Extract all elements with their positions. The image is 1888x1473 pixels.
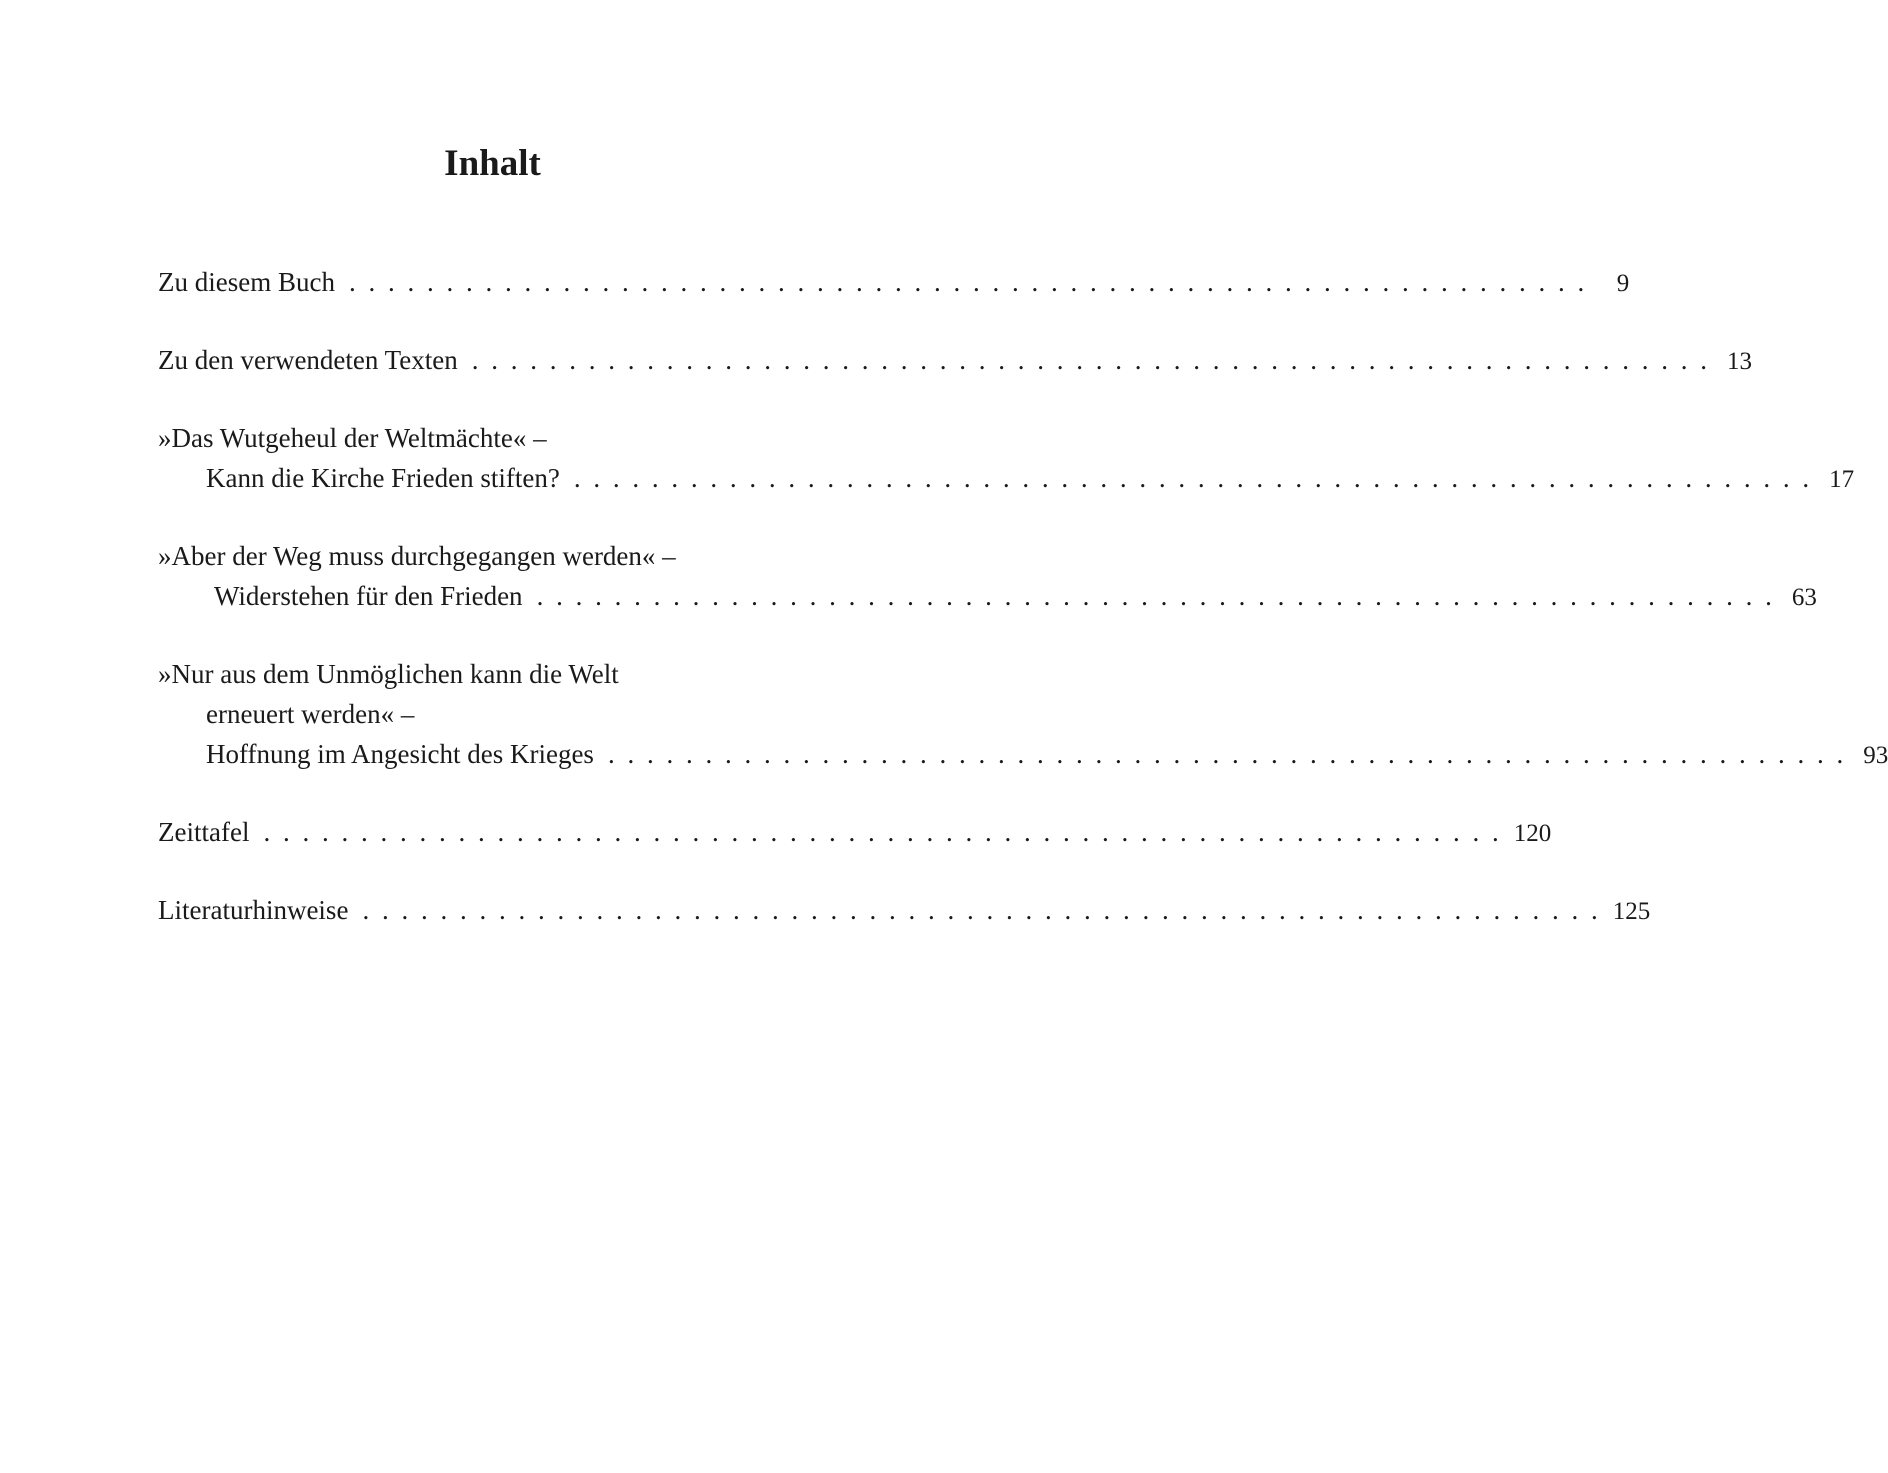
toc-entry[interactable] bbox=[158, 536, 1817, 618]
dot-leader: . . . . . . . . . . . . . . . . . . . . . . . . . . . . . . . . . . . . . . . . . . . . . . . . . . . . . . . . . . . . . . . . bbox=[362, 895, 1601, 925]
toc-page-number: 13 bbox=[1727, 348, 1752, 375]
toc-entry[interactable] bbox=[158, 812, 1552, 854]
toc-line bbox=[158, 340, 1752, 382]
toc-entry-title: Literaturhinweise bbox=[158, 895, 349, 925]
toc-page-number: 93 bbox=[1863, 742, 1888, 769]
toc-line bbox=[158, 734, 1888, 776]
toc-page-number: 125 bbox=[1612, 898, 1651, 925]
dot-leader: . . . . . . . . . . . . . . . . . . . . . . . . . . . . . . . . . . . . . . . . . . . . . . . . . . . . . . . . . . . . . . . . bbox=[348, 267, 1588, 297]
toc-entry[interactable] bbox=[158, 418, 1855, 500]
toc-entry-subtitle: Kann die Kirche Frieden stiften? bbox=[206, 463, 560, 493]
toc-entry-title: Zu diesem Buch bbox=[158, 267, 335, 297]
toc-entry[interactable] bbox=[158, 262, 1630, 304]
toc-entry[interactable] bbox=[158, 654, 1888, 776]
dot-leader: . . . . . . . . . . . . . . . . . . . . . . . . . . . . . . . . . . . . . . . . . . . . . . . . . . . . . . . . . . . . . . . . bbox=[573, 463, 1813, 493]
toc-page-number: 120 bbox=[1513, 820, 1552, 847]
toc-entry-title: »Das Wutgeheul der Weltmächte« – bbox=[158, 423, 547, 453]
toc-page-number: 9 bbox=[1616, 270, 1630, 297]
toc-line bbox=[158, 694, 828, 734]
dot-leader: . . . . . . . . . . . . . . . . . . . . . . . . . . . . . . . . . . . . . . . . . . . . . . . . . . . . . . . . . . . . . . . . bbox=[263, 817, 1502, 847]
dot-leader: . . . . . . . . . . . . . . . . . . . . . . . . . . . . . . . . . . . . . . . . . . . . . . . . . . . . . . . . . . . . . . . . bbox=[607, 739, 1847, 769]
toc-page-number: 63 bbox=[1791, 584, 1817, 611]
toc-line bbox=[158, 458, 1855, 500]
toc-entry-title-continued: erneuert werden« – bbox=[206, 699, 415, 729]
toc-line bbox=[158, 536, 828, 576]
toc-entry-title: »Nur aus dem Unmöglichen kann die Welt bbox=[158, 659, 619, 689]
toc-line bbox=[158, 812, 1552, 854]
toc-entry-subtitle: Hoffnung im Angesicht des Krieges bbox=[206, 739, 594, 769]
page-title: Inhalt bbox=[444, 143, 541, 184]
toc-line bbox=[158, 418, 828, 458]
toc-line bbox=[158, 654, 828, 694]
toc-line bbox=[158, 890, 1651, 932]
toc-line bbox=[158, 262, 1630, 304]
toc-entry-title: »Aber der Weg muss durchgegangen werden« – bbox=[158, 541, 676, 571]
toc-entry[interactable] bbox=[158, 340, 1752, 382]
dot-leader: . . . . . . . . . . . . . . . . . . . . . . . . . . . . . . . . . . . . . . . . . . . . . . . . . . . . . . . . . . . . . . . . bbox=[536, 581, 1775, 611]
toc-entry-title: Zu den verwendeten Texten bbox=[158, 345, 458, 375]
toc-line bbox=[158, 576, 1817, 618]
toc-entry-title: Zeittafel bbox=[158, 817, 250, 847]
toc-entry[interactable] bbox=[158, 890, 1651, 932]
toc-page-number: 17 bbox=[1829, 466, 1855, 493]
toc-entry-subtitle: Widerstehen für den Frieden bbox=[214, 581, 523, 611]
table-of-contents bbox=[158, 262, 1888, 968]
dot-leader: . . . . . . . . . . . . . . . . . . . . . . . . . . . . . . . . . . . . . . . . . . . . . . . . . . . . . . . . . . . . . . . . bbox=[471, 345, 1710, 375]
